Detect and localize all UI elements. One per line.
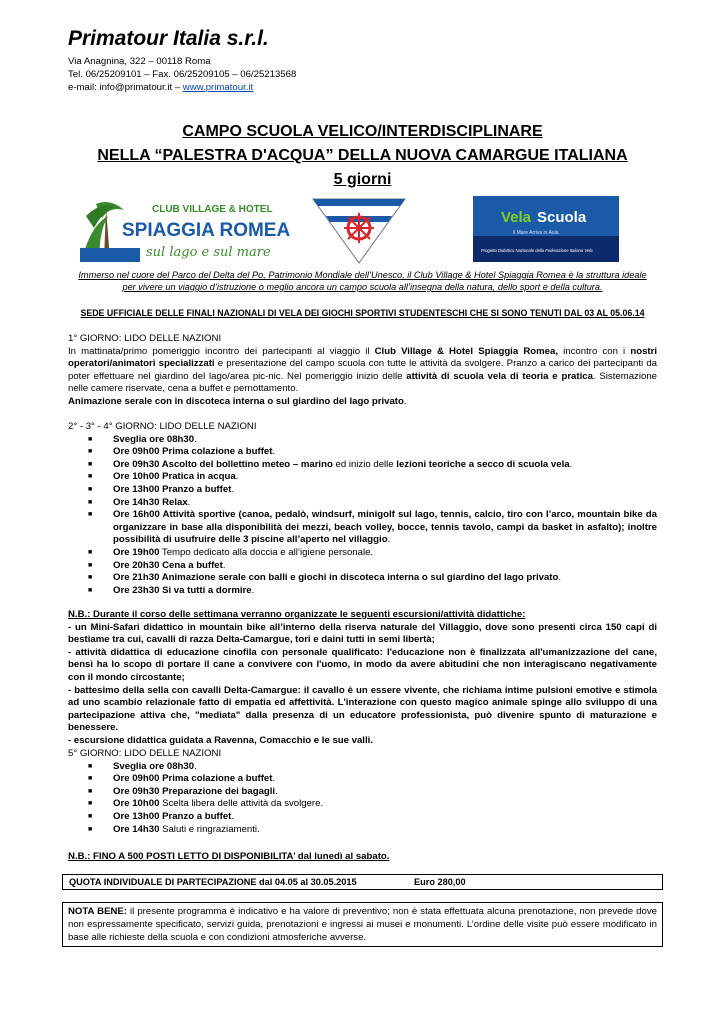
svg-text:Progetto Didattico Nazionale d: Progetto Didattico Nazionale della Federazione Italiana Vela bbox=[481, 248, 593, 253]
quota-box bbox=[62, 874, 663, 890]
svg-text:Vela: Vela bbox=[501, 209, 532, 226]
schedule-item: ■ Ore 14h30 Saluti e ringraziamenti. bbox=[88, 823, 260, 835]
schedule-item: ■ Ore 10h00 Scelta libera delle attività da svolgere. bbox=[88, 798, 324, 810]
day-1-heading: 1° GIORNO: LIDO DELLE NAZIONI bbox=[68, 333, 222, 344]
title-line-1: CAMPO SCUOLA VELICO/INTERDISCIPLINARE bbox=[182, 123, 543, 140]
company-email: e-mail: info@primatour.it – bbox=[68, 82, 183, 93]
day-5-heading: 5° GIORNO: LIDO DELLE NAZIONI bbox=[68, 748, 222, 759]
quota-price: Euro 280,00 bbox=[414, 877, 466, 887]
company-address: Via Anagnina, 322 – 00118 Roma bbox=[68, 56, 211, 67]
schedule-item: ■ Ore 10h00 Pratica in acqua. bbox=[88, 471, 239, 483]
schedule-item: ■ Ore 14h30 Relax. bbox=[88, 496, 191, 508]
day-1-section bbox=[68, 333, 657, 409]
vela-scuola-logo bbox=[473, 196, 619, 262]
day-5-schedule bbox=[68, 761, 657, 837]
title-line-2: NELLA “PALESTRA D'ACQUA” DELLA NUOVA CAMARGUE ITALIANA bbox=[97, 147, 628, 164]
nb-activity-1: - un Mini-Safari didattico in mountain bike all’interno della riserva naturale del Villaggio, dove sono presenti circa 150 capi di bestiame tra cui, cavalli di razza Delta-Camargue, tori e daini tutti in semi libertà; bbox=[68, 621, 657, 646]
schedule-item: ■ Ore 13h00 Pranzo a buffet. bbox=[88, 483, 235, 495]
svg-text:SPIAGGIA ROMEA: SPIAGGIA ROMEA bbox=[122, 220, 291, 241]
intro-line-2: per vivere un viaggio d’istruzione o meglio ancora un campo scuola all’insegna della natura, dello sport e della cultura. bbox=[122, 282, 603, 292]
company-name: Primatour Italia s.r.l. bbox=[68, 27, 269, 50]
website-link[interactable]: www.primatour.it bbox=[182, 82, 254, 93]
document-title bbox=[0, 120, 725, 192]
sede-ufficiale: SEDE UFFICIALE DELLE FINALI NAZIONALI DI VELA DEI GIOCHI SPORTIVI STUDENTESCHI CHE SI SONO TENUTI DAL 03 AL 05.06.14 bbox=[80, 308, 645, 318]
title-line-3: 5 giorni bbox=[333, 171, 392, 188]
schedule-item: ■ Ore 13h00 Pranzo a buffet. bbox=[88, 810, 235, 822]
nb-activities-heading: N.B.: Durante il corso delle settimana verranno organizzate le seguenti escursioni/attività didattiche: bbox=[68, 609, 526, 620]
nb-posti-letto: N.B.: FINO A 500 POSTI LETTO DI DISPONIBILITA’ dal lunedì al sabato. bbox=[68, 851, 390, 862]
schedule-item: ■ Ore 16h00 Attività sportive (canoa, pedalò, windsurf, minigolf sul lago, tennis, calcio, tiro con l’arco, mountain bike da organizzare in base alla disponibilità dei mezzi, beach volley, bocce, tennis tavolo, campi da basket in asfalto); inoltre possibilità di usufruire delle 3 piscine all’aperto nel villaggio. bbox=[88, 509, 657, 546]
schedule-item: ■ Ore 09h00 Prima colazione a buffet. bbox=[88, 773, 276, 785]
schedule-item: ■ Ore 20h30 Cena a buffet. bbox=[88, 559, 226, 571]
svg-text:sul lago e sul mare: sul lago e sul mare bbox=[146, 245, 271, 260]
days-2-4-schedule bbox=[68, 434, 657, 598]
logos-row bbox=[0, 196, 725, 266]
company-phone: Tel. 06/25209101 – Fax. 06/25209105 – 06/25213568 bbox=[68, 69, 297, 80]
nb-activity-4: - escursione didattica guidata a Ravenna, Comacchio e le sue valli. bbox=[68, 734, 373, 746]
nb-activity-2: - attività didattica di educazione cinofila con personale qualificato: l'educazione non è finalizzata all'umanizzazione del cane, bensì ha lo scopo di portare il cane a convivere con l'uomo, in modo da avere abitudini che non interagiscano negativamente con il mondo circostante; bbox=[68, 646, 657, 683]
flag-helm-logo bbox=[312, 198, 406, 264]
svg-text:il Mare Arriva in Aula: il Mare Arriva in Aula bbox=[513, 230, 559, 236]
company-email-line bbox=[68, 81, 296, 94]
day-5-section bbox=[68, 748, 657, 836]
schedule-item: ■ Ore 21h30 Animazione serale con balli e giochi in discoteca interna o sul giardino del lago privato. bbox=[88, 572, 562, 584]
nota-bene-label: NOTA BENE: bbox=[68, 906, 127, 917]
day-1-description: In mattinata/primo pomeriggio incontro dei partecipanti al viaggio il Club Village & Hotel Spiaggia Romea, incontro con i nostri operatori/animatori specializzati e presentazione del campo scuola con tutte le attività da svolgere. Pranzo a carico dei partecipanti da poter effettuare nel giardino del lago/area pic-nic. Nel pomeriggio inizio delle attività di scuola vela di teoria e pratica. Sistemazione nelle camere riservate, cena a buffet e pernottamento. bbox=[68, 345, 657, 395]
days-2-4-section bbox=[68, 421, 657, 597]
nota-bene-box bbox=[62, 902, 663, 947]
schedule-item: ■ Ore 19h00 Tempo dedicato alla doccia e all’igiene personale. bbox=[88, 546, 374, 558]
intro-line-1: Immerso nel cuore del Parco del Delta del Po, Patrimonio Mondiale dell’Unesco, il Club Village & Hotel Spiaggia Romea è la struttura ideale bbox=[78, 270, 647, 280]
company-contacts bbox=[68, 55, 296, 94]
day-1-evening: Animazione serale con in discoteca interna o sul giardino del lago privato. bbox=[68, 395, 407, 407]
schedule-item: ■ Sveglia ore 08h30. bbox=[88, 760, 197, 772]
schedule-item: ■ Ore 09h30 Preparazione dei bagagli. bbox=[88, 785, 278, 797]
spiaggia-romea-logo bbox=[80, 196, 291, 264]
nb-activity-3: - battesimo della sella con cavalli Delta-Camargue: il cavallo è un essere vivente, che richiama intime pulsioni emotive e stimola ad uno scambio relazionale fatto di empatia ed affettività. L'interazione con questo magico animale spinge allo sviluppo di una partecipazione attiva che, "mediata" dalla presenza di un educatore professionista, può divenire spunto di maturazione e benessere. bbox=[68, 684, 657, 734]
schedule-item: ■ Ore 09h00 Prima colazione a buffet. bbox=[88, 446, 276, 458]
nb-activities-section bbox=[68, 609, 657, 748]
days-2-4-heading: 2° - 3° - 4° GIORNO: LIDO DELLE NAZIONI bbox=[68, 421, 257, 432]
intro-text bbox=[60, 269, 665, 293]
schedule-item: ■ Ore 09h30 Ascolto del bollettino meteo – marino ed inizio delle lezioni teoriche a secco di scuola vela. bbox=[88, 458, 573, 470]
nota-bene-text: il presente programma è indicativo e ha valore di preventivo; non è stata effettuata alcuna prenotazione, non prevede dove non espressamente specificato, servizi guida, prenotazioni e ingressi ai musei e monumenti. L’ordine delle visite può essere modificato in base alle richieste della scuola e con condizioni atmosferiche avverse. bbox=[68, 906, 657, 943]
schedule-item: ■ Sveglia ore 08h30. bbox=[88, 433, 197, 445]
svg-text:CLUB VILLAGE & HOTEL: CLUB VILLAGE & HOTEL bbox=[152, 204, 273, 215]
schedule-item: ■ Ore 23h30 Si va tutti a dormire. bbox=[88, 584, 255, 596]
svg-text:Scuola: Scuola bbox=[537, 209, 587, 226]
quota-label: QUOTA INDIVIDUALE DI PARTECIPAZIONE dal 04.05 al 30.05.2015 bbox=[69, 877, 357, 887]
